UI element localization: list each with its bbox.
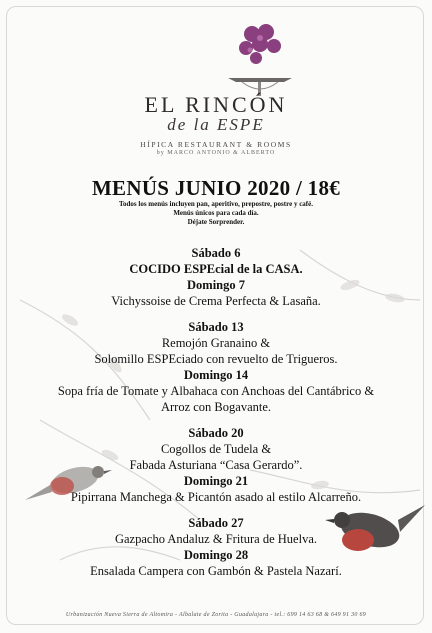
intro-notes [0,200,432,227]
menu-day: Domingo 28 [183,548,249,562]
menu-group-week-2 [0,319,432,415]
menu-item: Remojón Granaino & [161,336,271,350]
menu-item: Sopa fría de Tomate y Albahaca con Anchoas del Cantábrico & [57,384,375,398]
menu-item: Pipirrana Manchega & Picantón asado al estilo Alcarreño. [70,490,362,504]
menu-day: Domingo 14 [183,368,249,382]
menu-day: Domingo 7 [187,278,245,292]
intro-line: Todos los menús incluyen pan, aperitivo, prepostre, postre y café. [118,200,313,208]
menu-item: Gazpacho Andaluz & Fritura de Huelva. [114,532,317,546]
menu-group-week-1 [0,245,432,309]
menu-day: Sábado 20 [188,426,244,440]
menu-group-week-3 [0,425,432,505]
brand-tagline: HÍPICA RESTAURANT & ROOMS [140,140,292,149]
menu-day: Sábado 6 [191,246,241,260]
brand-name: EL RINCÓN [144,92,288,117]
page-title: MENÚS JUNIO 2020 / 18€ [91,176,341,200]
intro-line: Menús únicos para cada día. [173,209,259,217]
menu-item: Ensalada Campera con Gambón & Pastela Nazarí. [90,564,342,578]
orchid-logo-icon [220,20,300,102]
menu-day: Domingo 21 [183,474,249,488]
menu-item: Solomillo ESPEciado con revuelto de Trigueros. [94,352,338,366]
footer-address: Urbanización Nueva Sierra de Altomira - Albalate de Zorita - Guadalajara - tel.: 699 14 63 68 & 649 91 30 69 [65,612,367,618]
menu-day: Sábado 13 [188,320,244,334]
brand-owners: by MARCO ANTONIO & ALBERTO [156,150,276,156]
menu-item: COCIDO ESPEcial de la CASA. [129,262,303,276]
menu-item: Cogollos de Tudela & [160,442,272,456]
intro-line: Déjate Sorprender. [187,218,245,226]
menu-group-week-4 [0,515,432,579]
menu-item: Vichyssoise de Crema Perfecta & Lasaña. [111,294,321,308]
menu-list [0,245,432,589]
menu-item: Fabada Asturiana “Casa Gerardo”. [129,458,303,472]
menu-day: Sábado 27 [188,516,244,530]
brand-subtitle: de la ESPE [167,115,265,134]
menu-item: Arroz con Bogavante. [160,400,272,414]
